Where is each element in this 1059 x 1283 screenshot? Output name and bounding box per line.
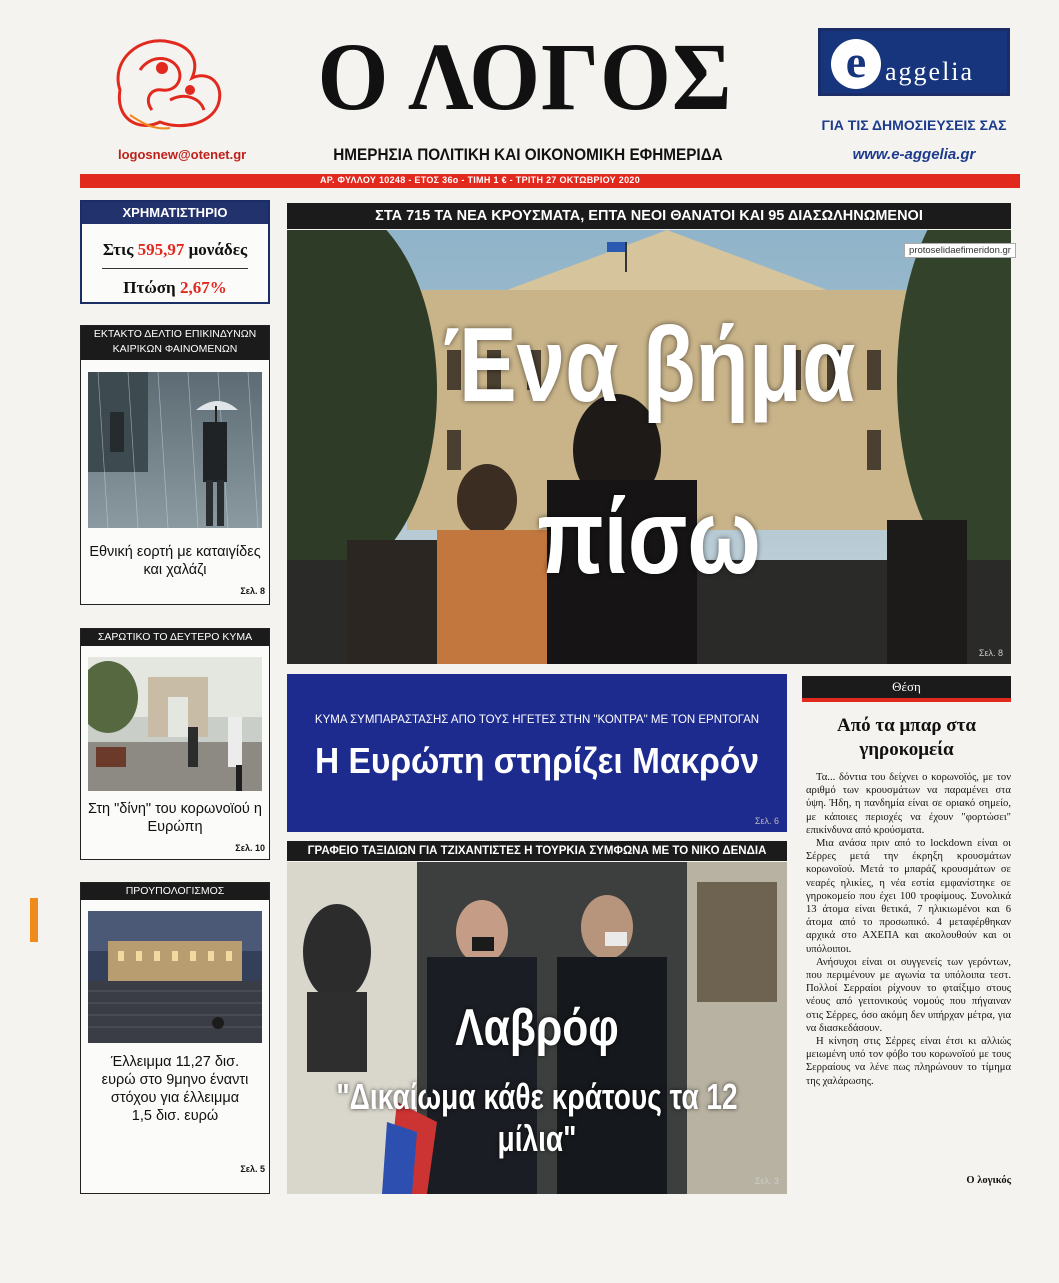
source-watermark: protoselidaefimeridon.gr (904, 243, 1016, 258)
sidebar-story-page: Σελ. 10 (235, 843, 265, 853)
newspaper-subtitle: ΗΜΕΡΗΣΙΑ ΠΟΛΙΤΙΚΗ ΚΑΙ ΟΙΚΟΝΟΜΙΚΗ ΕΦΗΜΕΡΙΔΑ (333, 145, 723, 164)
macron-page-ref: Σελ. 6 (754, 816, 779, 826)
sidebar-story-header: ΣΑΡΩΤΙΚΟ ΤΟ ΔΕΥΤΕΡΟ ΚΥΜΑ (81, 629, 269, 646)
e-aggelia-e-mark: e (831, 39, 881, 89)
lavrov-page-ref: Σελ. 3 (754, 1176, 779, 1186)
stock-points (82, 240, 268, 260)
lavrov-quote: "Δικαίωμα κάθε κράτους τα 12 μίλια" (336, 1076, 738, 1159)
macron-headline: Η Ευρώπη στηρίζει Μακρόν (315, 740, 759, 781)
hero-headline-line2: πίσω (537, 478, 761, 596)
stock-points-value: 595,97 (137, 240, 185, 259)
paris-street-photo (88, 657, 262, 791)
opinion-label-underline (802, 698, 1011, 702)
opinion-title: Από τα μπαρ στα γηροκομεία (837, 715, 976, 760)
sidebar-story-caption: Εθνική εορτή με καταιγίδες και χαλάζι (89, 544, 261, 578)
lavrov-name: Λαβρόφ (455, 999, 619, 1057)
ad-url: www.e-aggelia.gr (852, 146, 976, 163)
opinion-signature: Ο λογικός (966, 1175, 1011, 1186)
parliament-night-photo (88, 911, 262, 1043)
stock-divider (102, 268, 248, 269)
stock-header: ΧΡΗΜΑΤΙΣΤΗΡΙΟ (82, 202, 268, 224)
contact-email: logosnew@otenet.gr (118, 147, 247, 162)
hero-page-ref: Σελ. 8 (978, 648, 1003, 658)
covid-strip-headline: ΣΤΑ 715 ΤΑ ΝΕΑ ΚΡΟΥΣΜΑΤΑ, ΕΠΤΑ ΝΕΟΙ ΘΑΝΑΤΟΙ ΚΑΙ 95 ΔΙΑΣΩΛΗΝΩΜΕΝΟΙ (287, 203, 1011, 229)
opinion-body (806, 771, 1011, 1088)
newspaper-title: Ο ΛΟΓΟΣ (317, 23, 733, 130)
sidebar-story-header: ΕΚΤΑΚΤΟ ΔΕΛΤΙΟ ΕΠΙΚΙΝΔΥΝΩΝ ΚΑΙΡΙΚΩΝ ΦΑΙΝΟΜΕΝΩΝ (81, 326, 269, 360)
opinion-paragraph: Τα... δόντια του δείχνει ο κορωνοϊός, με τον αριθμό των κρουσμάτων να παραμένει στα ύψη. Ήδη, η πανδημία είναι σε οριακό σημείο, με κάποιες περιοχές να έχουν "φορτώσει" επικίνδυνα από κρούσματα. (806, 772, 1011, 836)
page-edge-mark (30, 898, 38, 942)
sidebar-story-page: Σελ. 5 (240, 1164, 265, 1174)
opinion-label: Θέση (802, 676, 1011, 698)
sidebar-story-europe[interactable] (80, 628, 270, 860)
sidebar-story-caption: Στη "δίνη" του κορωνοϊού η Ευρώπη (88, 801, 262, 835)
opinion-paragraph: Μια ανάσα πριν από το lockdown είναι οι Σέρρες μετά την έκρηξη κρουσμάτων κορωνοϊού. Μετά το μπαράζ κρουσμάτων σε νεαρές ηλικίες, η νέα εστία εμφανίστηκε σε γηροκομείο που έχει 100 τροφίμους. Συνολικά 13 άτομα είναι θετικά, 7 ηλικιωμένοι και 6 άτομα από το προσωπικό. 4 μεταφέρθηκαν αρχικά στο ΑΧΕΠΑ και ακολουθούν και οι υπόλοιποι. (806, 838, 1011, 955)
opinion-paragraph: Ανήσυχοι είναι οι συγγενείς των γερόντων, που περιμένουν με αγωνία τα υπόλοιπα τεστ. Πολλοί Σερραίοι ρίχνουν το φταίξιμο στους νέους από γειτονικούς νομούς που πήγαιναν στις Σέρρες, όσο ακόμη δεν υπήρχαν μέτρα, για να διασκεδάσουν. (806, 956, 1011, 1034)
stock-drop (82, 278, 268, 298)
sidebar-story-weather[interactable] (80, 325, 270, 605)
newspaper-logo-illustration (100, 30, 235, 140)
lavrov-story[interactable] (287, 862, 787, 1194)
opinion-paragraph: Η κίνηση στις Σέρρες είναι έτσι κι αλλιώς μειωμένη υπό τον φόβο του κορωνοϊού με τους Σερραίους να λένε πως πληρώνουν το τίμημα της χαλάρωσης. (806, 1036, 1011, 1087)
stock-drop-value: 2,67% (179, 278, 227, 297)
sidebar-story-caption: Έλλειμμα 11,27 δισ. ευρώ στο 9μηνο έναντι στόχου για έλλειμμα 1,5 δισ. ευρώ (101, 1054, 249, 1124)
stock-points-suffix: μονάδες (188, 240, 248, 259)
sidebar-story-page: Σελ. 8 (240, 586, 265, 596)
stock-points-prefix: Στις (102, 240, 134, 259)
hero-story[interactable] (287, 230, 1011, 664)
macron-kicker: ΚΥΜΑ ΣΥΜΠΑΡΑΣΤΑΣΗΣ ΑΠΟ ΤΟΥΣ ΗΓΕΤΕΣ ΣΤΗΝ "ΚΟΝΤΡΑ" ΜΕ ΤΟΝ ΕΡΝΤΟΓΑΝ (314, 714, 760, 726)
sidebar-story-header: ΠΡΟΥΠΟΛΟΓΙΣΜΟΣ (81, 883, 269, 900)
e-aggelia-wordmark: aggelia (885, 57, 975, 86)
issue-info: ΑΡ. ΦΥΛΛΟΥ 10248 - ΕΤΟΣ 36ο - ΤΙΜΗ 1 € - ΤΡΙΤΗ 27 ΟΚΤΩΒΡΙΟΥ 2020 (320, 175, 641, 185)
hero-headline-line1: Ένα βήμα (442, 306, 856, 424)
dendias-strip-headline: ΓΡΑΦΕΙΟ ΤΑΞΙΔΙΩΝ ΓΙΑ ΤΖΙΧΑΝΤΙΣΤΕΣ Η ΤΟΥΡΚΙΑ ΣΥΜΦΩΝΑ ΜΕ ΤΟ ΝΙΚΟ ΔΕΝΔΙΑ (287, 841, 787, 861)
storm-photo (88, 372, 262, 528)
ad-tagline: ΓΙΑ ΤΙΣ ΔΗΜΟΣΙΕΥΣΕΙΣ ΣΑΣ (821, 117, 1007, 133)
hero-photo (287, 230, 1011, 664)
stock-market-box (80, 200, 270, 304)
macron-story[interactable] (287, 674, 787, 832)
sidebar-story-budget[interactable] (80, 882, 270, 1194)
stock-drop-prefix: Πτώση (123, 278, 176, 297)
e-aggelia-ad-logo (818, 28, 1010, 96)
